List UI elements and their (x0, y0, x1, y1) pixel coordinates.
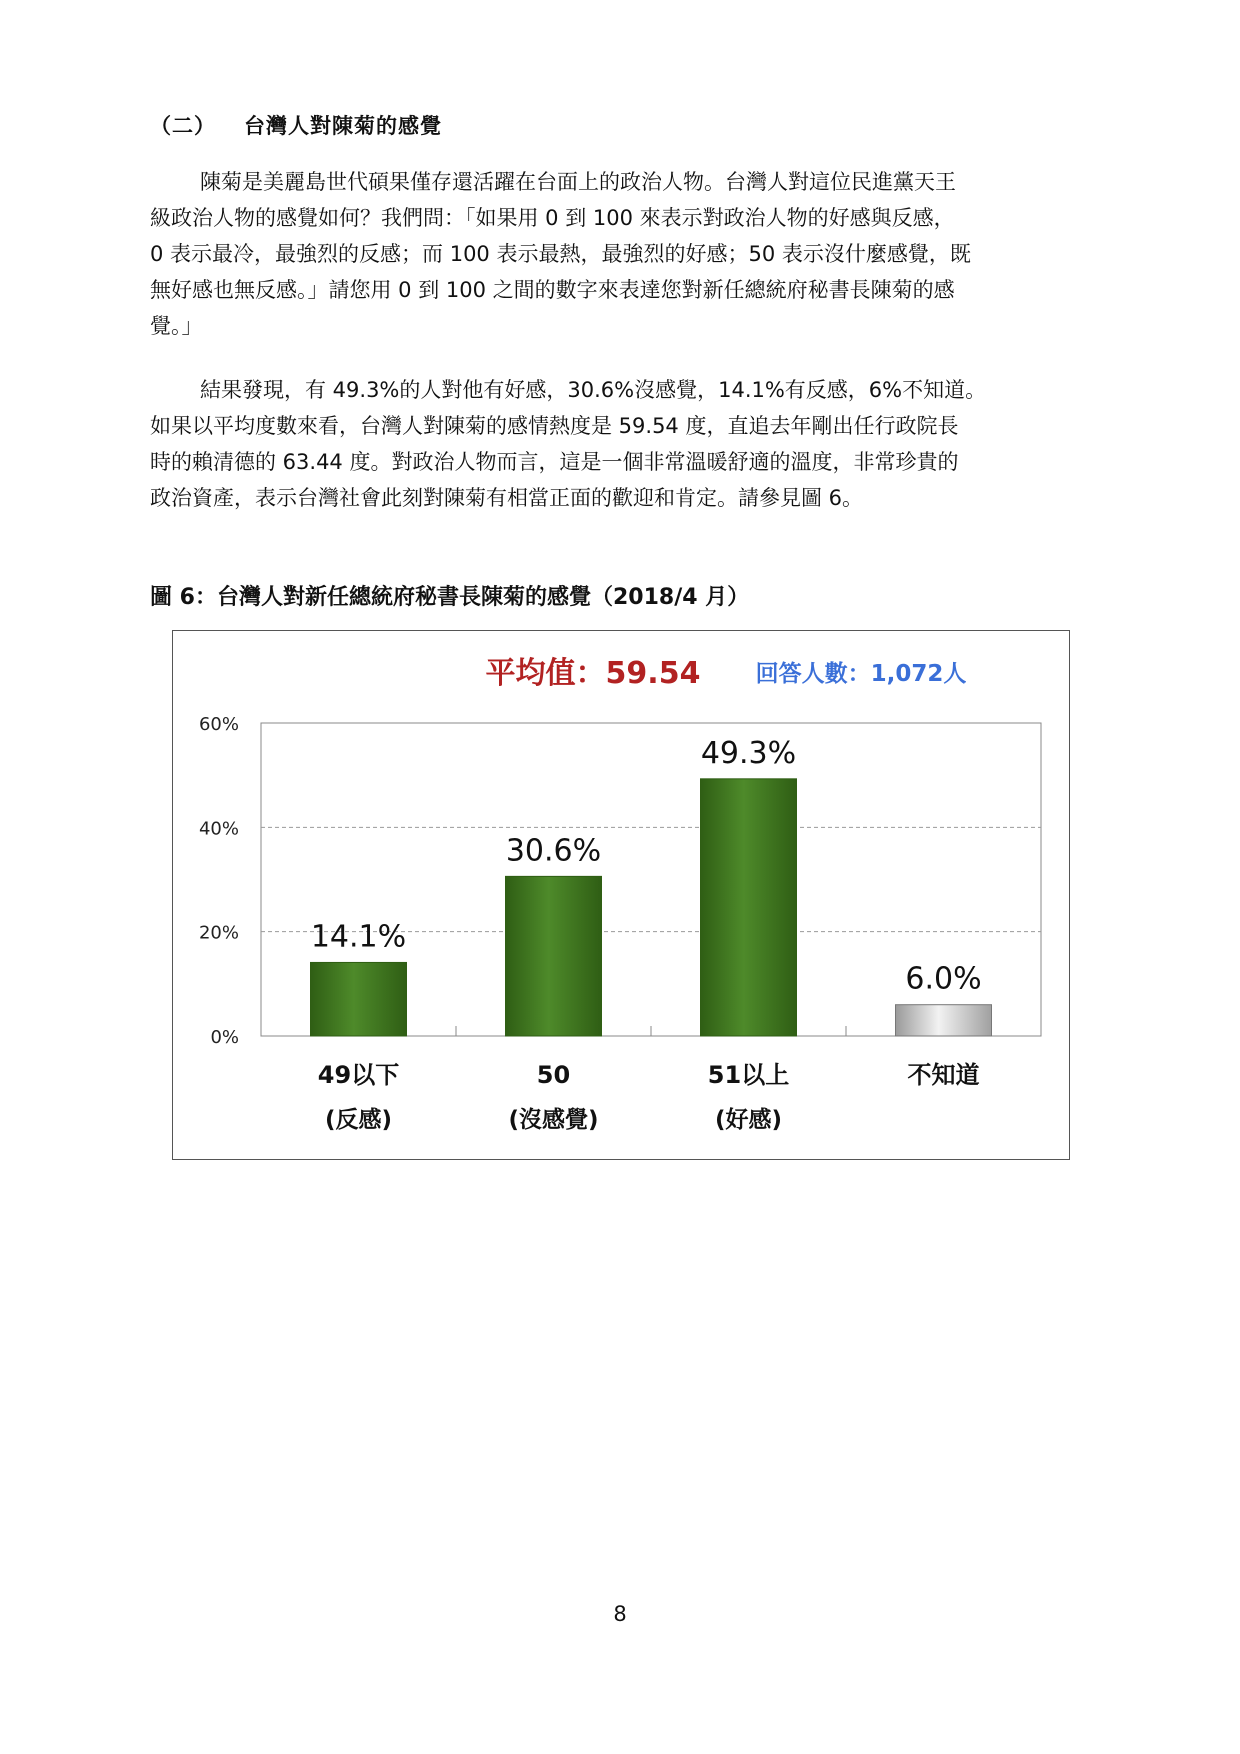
paragraph-2 (150, 372, 1100, 516)
data-label: 6.0% (905, 961, 982, 997)
data-label: 14.1% (310, 919, 407, 955)
x-category-sublabel: (沒感覺) (508, 1107, 599, 1133)
y-tick-label: 40% (198, 818, 239, 840)
y-tick-label: 60% (198, 714, 239, 735)
data-label: 30.6% (505, 833, 602, 869)
paragraph-line: 無好感也無反感。」請您用 0 到 100 之間的數字來表達您對新任總統府秘書長陳菊的感 (150, 278, 955, 302)
figure-caption: 圖 6：台灣人對新任總統府秘書長陳菊的感覺（2018/4 月） (150, 585, 750, 610)
bar-chart (173, 631, 1068, 1158)
x-category-label: 49以下 (317, 1061, 400, 1089)
section-heading (150, 110, 442, 140)
paragraph-line: 結果發現，有 49.3%的人對他有好感，30.6%沒感覺，14.1%有反感，6%不知道。 (200, 378, 987, 402)
section-number: （二） (150, 114, 216, 138)
paragraph-line: 政治資產，表示台灣社會此刻對陳菊有相當正面的歡迎和肯定。請參見圖 6。 (150, 486, 864, 510)
paragraph-line: 0 表示最冷，最強烈的反感；而 100 表示最熱，最強烈的好感；50 表示沒什麼感覺，既 (150, 242, 971, 266)
paragraph-line: 陳菊是美麗島世代碩果僅存還活躍在台面上的政治人物。台灣人對這位民進黨天王 (200, 170, 956, 194)
paragraph-line: 級政治人物的感覺如何？我們問：「如果用 0 到 100 來表示對政治人物的好感與反感， (150, 206, 955, 230)
chart-frame (172, 630, 1070, 1160)
paragraph-line: 時的賴清德的 63.44 度。對政治人物而言，這是一個非常溫暖舒適的溫度，非常珍貴的 (150, 450, 959, 474)
bar (311, 962, 407, 1036)
data-label: 49.3% (700, 735, 797, 771)
x-category-label: 50 (536, 1061, 571, 1089)
section-title: 台灣人對陳菊的感覺 (244, 114, 442, 138)
bar (506, 876, 602, 1036)
y-tick-label: 20% (198, 922, 239, 944)
x-category-label: 51以上 (707, 1061, 790, 1089)
x-category-sublabel: (反感) (324, 1107, 393, 1133)
chart-title: 平均值：59.54 (485, 656, 701, 691)
x-category-label: 不知道 (907, 1061, 980, 1089)
chart-subtitle: 回答人數：1,072人 (755, 661, 967, 687)
page-number: 8 (613, 1602, 627, 1626)
paragraph-1 (150, 164, 1100, 344)
x-category-sublabel: (好感) (714, 1107, 783, 1133)
paragraph-line: 覺。」 (150, 314, 203, 338)
bar (896, 1005, 992, 1036)
paragraph-line: 如果以平均度數來看，台灣人對陳菊的感情熱度是 59.54 度，直追去年剛出任行政院長 (150, 414, 959, 438)
y-tick-label: 0% (210, 1027, 239, 1048)
bar (701, 779, 797, 1036)
